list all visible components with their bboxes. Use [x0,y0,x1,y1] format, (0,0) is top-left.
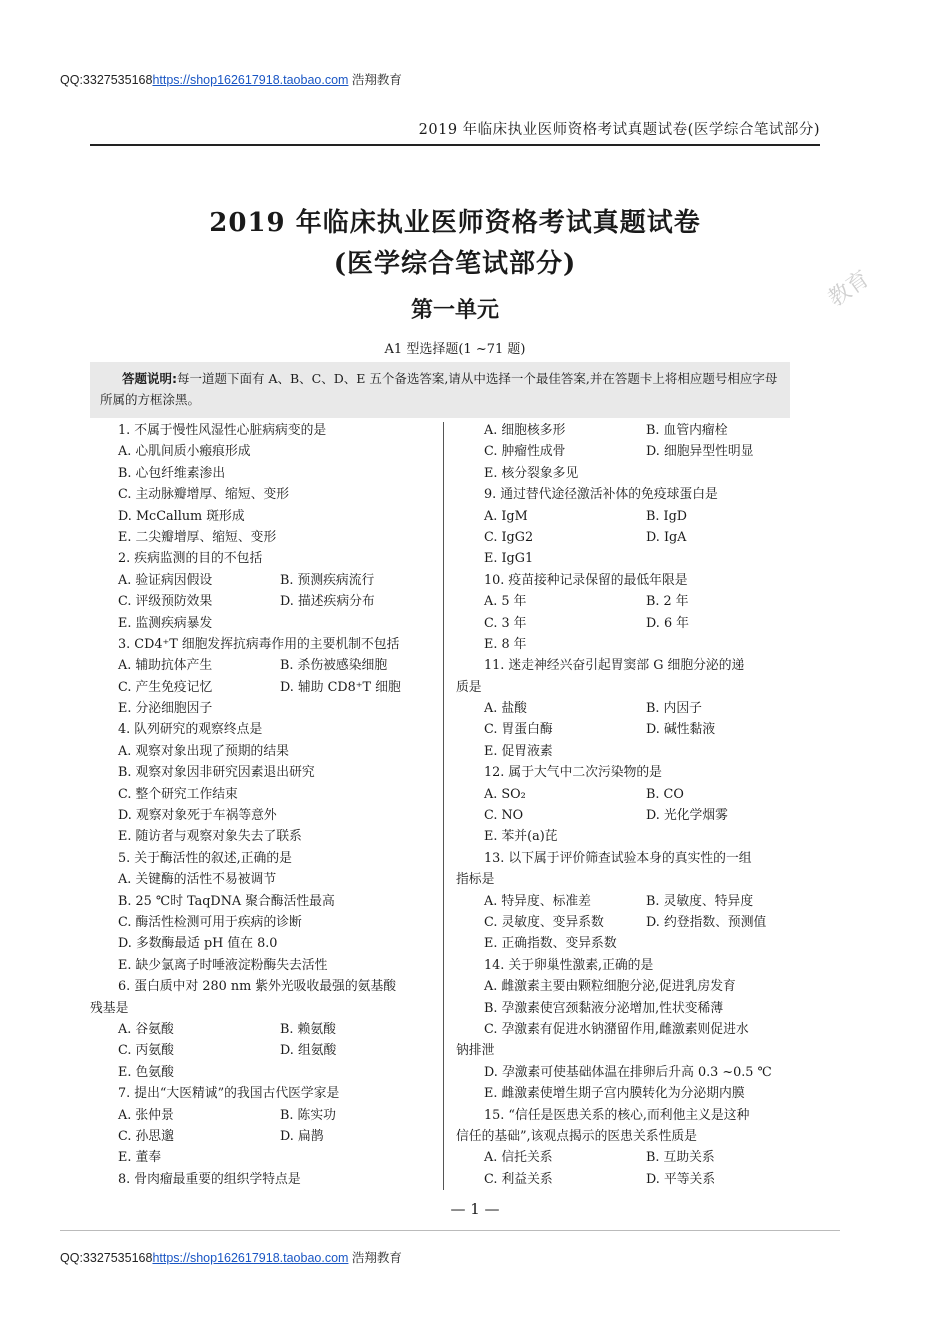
answer-option: E. IgG1 [484,551,534,567]
answer-option: B. 血管内瘤栓 [646,423,728,438]
option-pair-row [456,891,794,912]
question-stem: 12. 属于大气中二次污染物的是 [484,765,662,781]
answer-option: C. 丙氨酸 [118,1043,174,1059]
answer-option: B. IgD [646,508,688,524]
answer-option: D. 扁鹊 [280,1128,324,1144]
answer-option: A. 张仲景 [118,1107,174,1123]
answer-option: B. 观察对象因非研究因素退出研究 [118,765,315,781]
option-pair-row [456,784,794,805]
answer-option: A. 谷氨酸 [118,1021,174,1037]
answer-option: E. 8 年 [484,636,527,652]
option-pair-row [456,805,794,826]
answer-option: A. 验证病因假设 [118,572,213,588]
answer-option: B. 互助关系 [646,1150,715,1166]
option-pair-row [90,1040,428,1061]
answer-option: C. 整个研究工作结束 [118,786,238,802]
option-pair-row [456,527,794,548]
answer-option: B. 孕激素使宫颈黏液分泌增加,性状变稀薄 [484,1000,724,1016]
instruction-label: 答题说明: [122,371,177,386]
running-header: 2019 年临床执业医师资格考试真题试卷(医学综合笔试部分) [418,122,820,138]
answer-option: E. 色氨酸 [118,1064,174,1080]
question-stem-continued: 残基是 [90,1000,129,1016]
answer-option: D. 多数酶最适 pH 值在 8.0 [118,936,278,952]
answer-option: C. 酶活性检测可用于疾病的诊断 [118,914,302,930]
question-stem: 11. 迷走神经兴奋引起胃窦部 G 细胞分泌的递 [484,658,745,674]
section-heading: A1 型选择题(1 ~71 题) [384,342,526,357]
option-pair-row [456,441,794,462]
option-pair-row [456,912,794,933]
option-pair-row [456,506,794,527]
answer-option: A. 心肌间质小瘢痕形成 [118,444,251,460]
answer-option: B. 心包纤维素渗出 [118,465,226,481]
footer-rule [60,1230,840,1231]
answer-option: E. 监测疾病暴发 [118,615,213,631]
option-pair-row [90,1126,428,1147]
watermark-top [60,70,402,88]
option-pair-row [90,1105,428,1126]
answer-option: B. CO [646,786,684,802]
option-pair-row [90,655,428,676]
answer-option: E. 雌激素使增生期子宫内膜转化为分泌期内膜 [484,1086,745,1102]
answer-option: A. 雌激素主要由颗粒细胞分泌,促进乳房发育 [484,979,736,995]
answer-option: E. 促胃液素 [484,743,553,759]
watermark-shop-link[interactable]: https://shop162617918.taobao.com [152,73,349,87]
page-number: — 1 — [450,1200,500,1218]
answer-option: A. 关键酶的活性不易被调节 [118,872,277,888]
page-title-line2: (医学综合笔试部分) [333,249,577,279]
option-pair-row [456,719,794,740]
page-title-line1: 2019 年临床执业医师资格考试真题试卷 [209,208,701,238]
answer-option: C. 利益关系 [484,1171,553,1187]
answer-option: B. 预测疾病流行 [280,572,375,588]
answer-option: D. 光化学烟雾 [646,808,728,824]
answer-option: D. 描述疾病分布 [280,594,375,610]
answer-option: D. 平等关系 [646,1171,716,1187]
answer-option: A. 盐酸 [484,701,527,717]
answer-option: B. 25 ℃时 TaqDNA 聚合酶活性最高 [118,893,335,909]
watermark-shop-link[interactable]: https://shop162617918.taobao.com [152,1251,349,1265]
answer-option: E. 随访者与观察对象失去了联系 [118,829,302,845]
answer-option: A. IgM [484,508,528,524]
answer-option: D. IgA [646,529,687,545]
option-pair-row [90,1019,428,1040]
watermark-brand: 浩翔教育 [348,1251,402,1265]
option-pair-row [90,591,428,612]
answer-option: B. 2 年 [646,594,689,610]
answer-instructions [90,362,790,418]
answer-option: D. 辅助 CD8⁺T 细胞 [280,679,401,695]
answer-option: A. 特异度、标准差 [484,893,591,909]
header-rule [90,144,820,146]
answer-option: E. 苯并(a)芘 [484,829,558,845]
watermark-qq: QQ:3327535168 [60,1251,153,1265]
question-stem-continued: 质是 [456,679,482,695]
answer-option: A. 辅助抗体产生 [118,658,213,674]
watermark-bottom [60,1248,402,1266]
question-stem: 14. 关于卵巢性激素,正确的是 [484,957,654,973]
answer-option: D. 约登指数、预测值 [646,914,767,930]
answer-option: C. 肿瘤性成骨 [484,444,566,460]
option-pair-row [90,677,428,698]
question-stem: 5. 关于酶活性的叙述,正确的是 [118,850,292,866]
question-column-right [456,420,794,1190]
answer-option: D. 6 年 [646,615,689,631]
side-watermark: 教育 [823,266,875,313]
answer-option: C. NO [484,808,524,824]
answer-option: D. McCallum 斑形成 [118,508,245,524]
unit-heading: 第一单元 [410,297,499,323]
answer-option: A. 细胞核多形 [484,423,566,438]
answer-option: B. 赖氨酸 [280,1021,336,1037]
answer-option: C. IgG2 [484,529,534,545]
answer-option: E. 正确指数、变异系数 [484,936,617,952]
question-stem: 1. 不属于慢性风湿性心脏病病变的是 [118,423,327,438]
question-stem-continued: 信任的基础”,该观点揭示的医患关系性质是 [456,1128,697,1144]
question-stem: 10. 疫苗接种记录保留的最低年限是 [484,572,688,588]
question-stem: 6. 蛋白质中对 280 nm 紫外光吸收最强的氨基酸 [118,979,397,995]
option-pair-row [456,698,794,719]
answer-option: D. 孕激素可使基础体温在排卵后升高 0.3 ~0.5 ℃ [484,1064,772,1080]
question-column-left [90,420,428,1190]
question-stem: 8. 骨肉瘤最重要的组织学特点是 [118,1171,301,1187]
answer-option: C. 产生免疫记忆 [118,679,213,695]
answer-option: A. 信托关系 [484,1150,553,1166]
option-pair-row [456,613,794,634]
answer-option: C. 孕激素有促进水钠潴留作用,雌激素则促进水 [484,1021,749,1037]
answer-option: C. 3 年 [484,615,527,631]
watermark-brand: 浩翔教育 [348,73,402,87]
option-pair-row [456,1169,794,1190]
answer-option: E. 董奉 [118,1150,162,1166]
answer-option: A. 观察对象出现了预期的结果 [118,743,289,759]
answer-option: D. 碱性黏液 [646,722,716,738]
option-pair-row [456,420,794,441]
answer-option: B. 内因子 [646,701,702,717]
answer-option: C. 孙思邈 [118,1128,174,1144]
answer-option: D. 组氨酸 [280,1043,337,1059]
question-stem-continued: 指标是 [456,872,495,888]
question-stem: 2. 疾病监测的目的不包括 [118,551,263,567]
question-stem: 7. 提出“大医精诚”的我国古代医学家是 [118,1086,340,1102]
answer-option: C. 灵敏度、变异系数 [484,914,604,930]
answer-option: B. 灵敏度、特异度 [646,893,754,909]
answer-option: B. 陈实功 [280,1107,336,1123]
answer-option: E. 缺少氯离子时唾液淀粉酶失去活性 [118,957,328,973]
answer-option: D. 细胞异型性明显 [646,444,754,460]
question-stem: 4. 队列研究的观察终点是 [118,722,263,738]
instruction-text: 每一道题下面有 A、B、C、D、E 五个备选答案,请从中选择一个最佳答案,并在答题卡上将相应题号相应字母所属的方框涂黑。 [100,371,778,407]
answer-option: E. 分泌细胞因子 [118,701,213,717]
option-pair-row [90,570,428,591]
answer-option: C. 评级预防效果 [118,594,213,610]
answer-option: A. SO₂ [484,786,526,802]
answer-option: C. 胃蛋白酶 [484,722,553,738]
question-stem: 15. “信任是医患关系的核心,而利他主义是这种 [484,1107,750,1123]
column-divider [443,422,444,1190]
answer-option: A. 5 年 [484,594,527,610]
answer-option: C. 主动脉瓣增厚、缩短、变形 [118,487,290,503]
question-stem: 3. CD4⁺T 细胞发挥抗病毒作用的主要机制不包括 [118,636,400,652]
watermark-qq: QQ:3327535168 [60,73,153,87]
answer-option: E. 核分裂象多见 [484,465,579,481]
option-pair-row [456,1147,794,1168]
question-stem: 9. 通过替代途径激活补体的免疫球蛋白是 [484,487,718,503]
question-stem: 13. 以下属于评价筛查试验本身的真实性的一组 [484,850,752,866]
answer-option: B. 杀伤被感染细胞 [280,658,388,674]
question-stem-continued: 钠排泄 [456,1043,495,1059]
answer-option: E. 二尖瓣增厚、缩短、变形 [118,529,277,545]
option-pair-row [456,591,794,612]
answer-option: D. 观察对象死于车祸等意外 [118,808,277,824]
